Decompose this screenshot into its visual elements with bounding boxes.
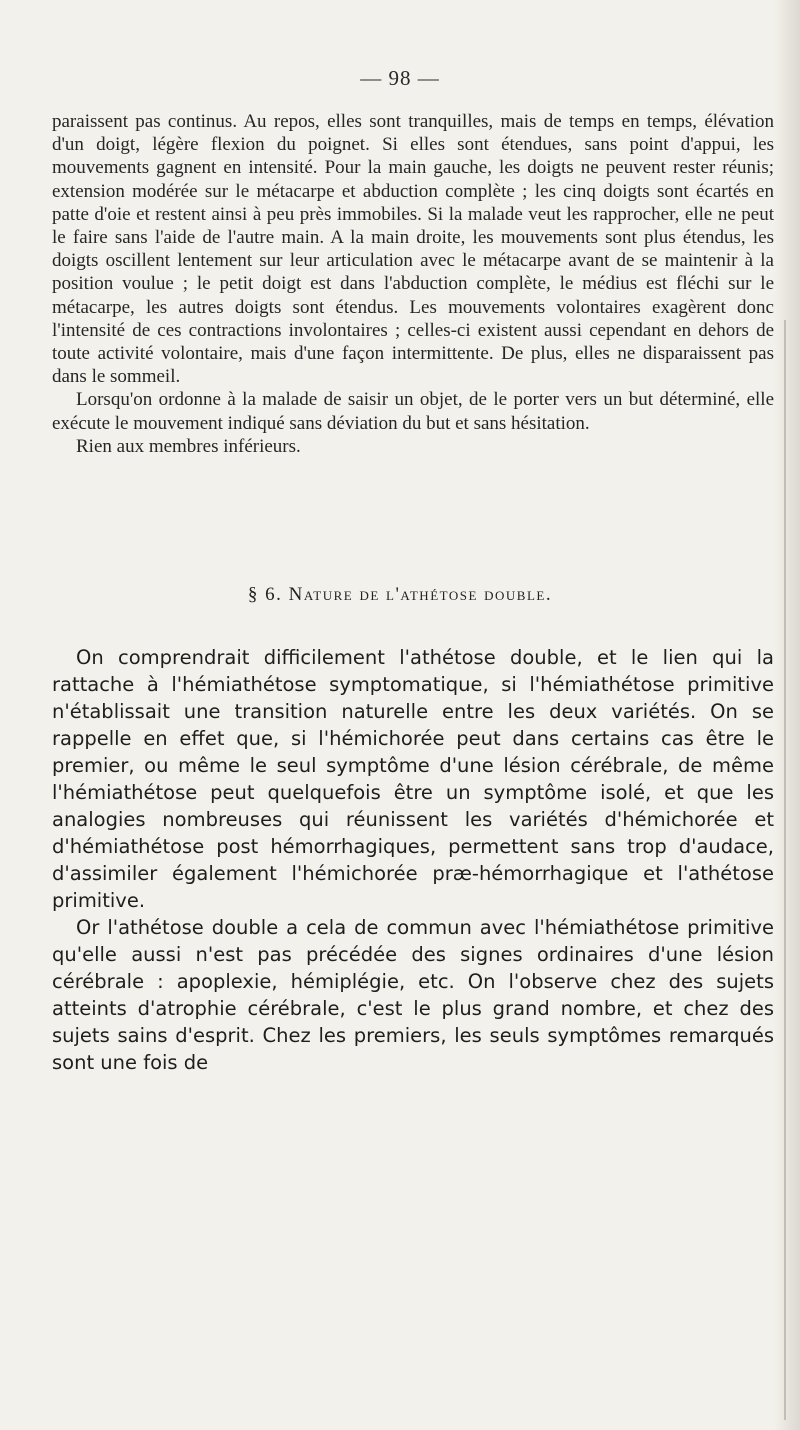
paragraph: On comprendrait difficilement l'athétose double, et le lien qui la rattache à l'hémiathétose symptomatique, si l'hémiathétose primitive n'établissait une transition naturelle entre les deux variétés. On se rappelle en effet que, si l'hémichorée peut dans certains cas être le premier, ou même le seul symptôme d'une lésion cérébrale, de même l'hémiathétose peut quelquefois être un symptôme isolé, et que les analogies nombreuses qui réunissent les variétés d'hémichorée et d'hémiathétose post hémorrhagiques, permettent sans trop d'audace, d'assimiler également l'hémichorée præ-hémorrhagique et l'athétose primitive. xyxy=(52,646,774,912)
page-edge-shadow xyxy=(774,0,800,1430)
case-description-text xyxy=(52,110,774,458)
paragraph: Rien aux membres inférieurs. xyxy=(76,435,301,457)
page-edge-line xyxy=(784,320,786,1420)
section-heading: § 6. Nature de l'athétose double. xyxy=(247,584,553,605)
paragraph: Lorsqu'on ordonne à la malade de saisir un objet, de le porter vers un but déterminé, elle exécute le mouvement indiqué sans déviation du but et sans hésitation. xyxy=(52,389,774,434)
paragraph: paraissent pas continus. Au repos, elles sont tranquilles, mais de temps en temps, élévation d'un doigt, légère flexion du poignet. Si elles sont étendues, sans point d'appui, les mouvements gagnent en intensité. Pour la main gauche, les doigts ne peuvent rester réunis; extension modérée sur le métacarpe et abduction complète ; les cinq doigts sont écartés en patte d'oie et restent ainsi à peu près immobiles. Si la malade veut les rapprocher, elle ne peut le faire sans l'aide de l'autre main. A la main droite, les mouvements sont plus étendus, les doigts oscillent lentement sur leur articulation avec le métacarpe avant de se maintenir à la position voulue ; le petit doigt est dans l'abduction complète, le médius est fléchi sur le métacarpe, les autres doigts sont étendus. Les mouvements volontaires exagèrent donc l'intensité de ces contractions involontaires ; celles-ci existent aussi cependant en dehors de toute activité volontaire, mais d'une façon intermittente. De plus, elles ne disparaissent pas dans le sommeil. xyxy=(52,111,774,388)
page-number: — 98 — xyxy=(360,66,440,90)
paragraph: Or l'athétose double a cela de commun avec l'hémiathétose primitive qu'elle aussi n'est pas précédée des signes ordinaires d'une lésion cérébrale : apoplexie, hémiplégie, etc. On l'observe chez des sujets atteints d'atrophie cérébrale, c'est le plus grand nombre, et chez des sujets sains d'esprit. Chez les premiers, les seuls symptômes remarqués sont une fois de xyxy=(52,916,774,1074)
section-body-text xyxy=(52,644,774,1076)
